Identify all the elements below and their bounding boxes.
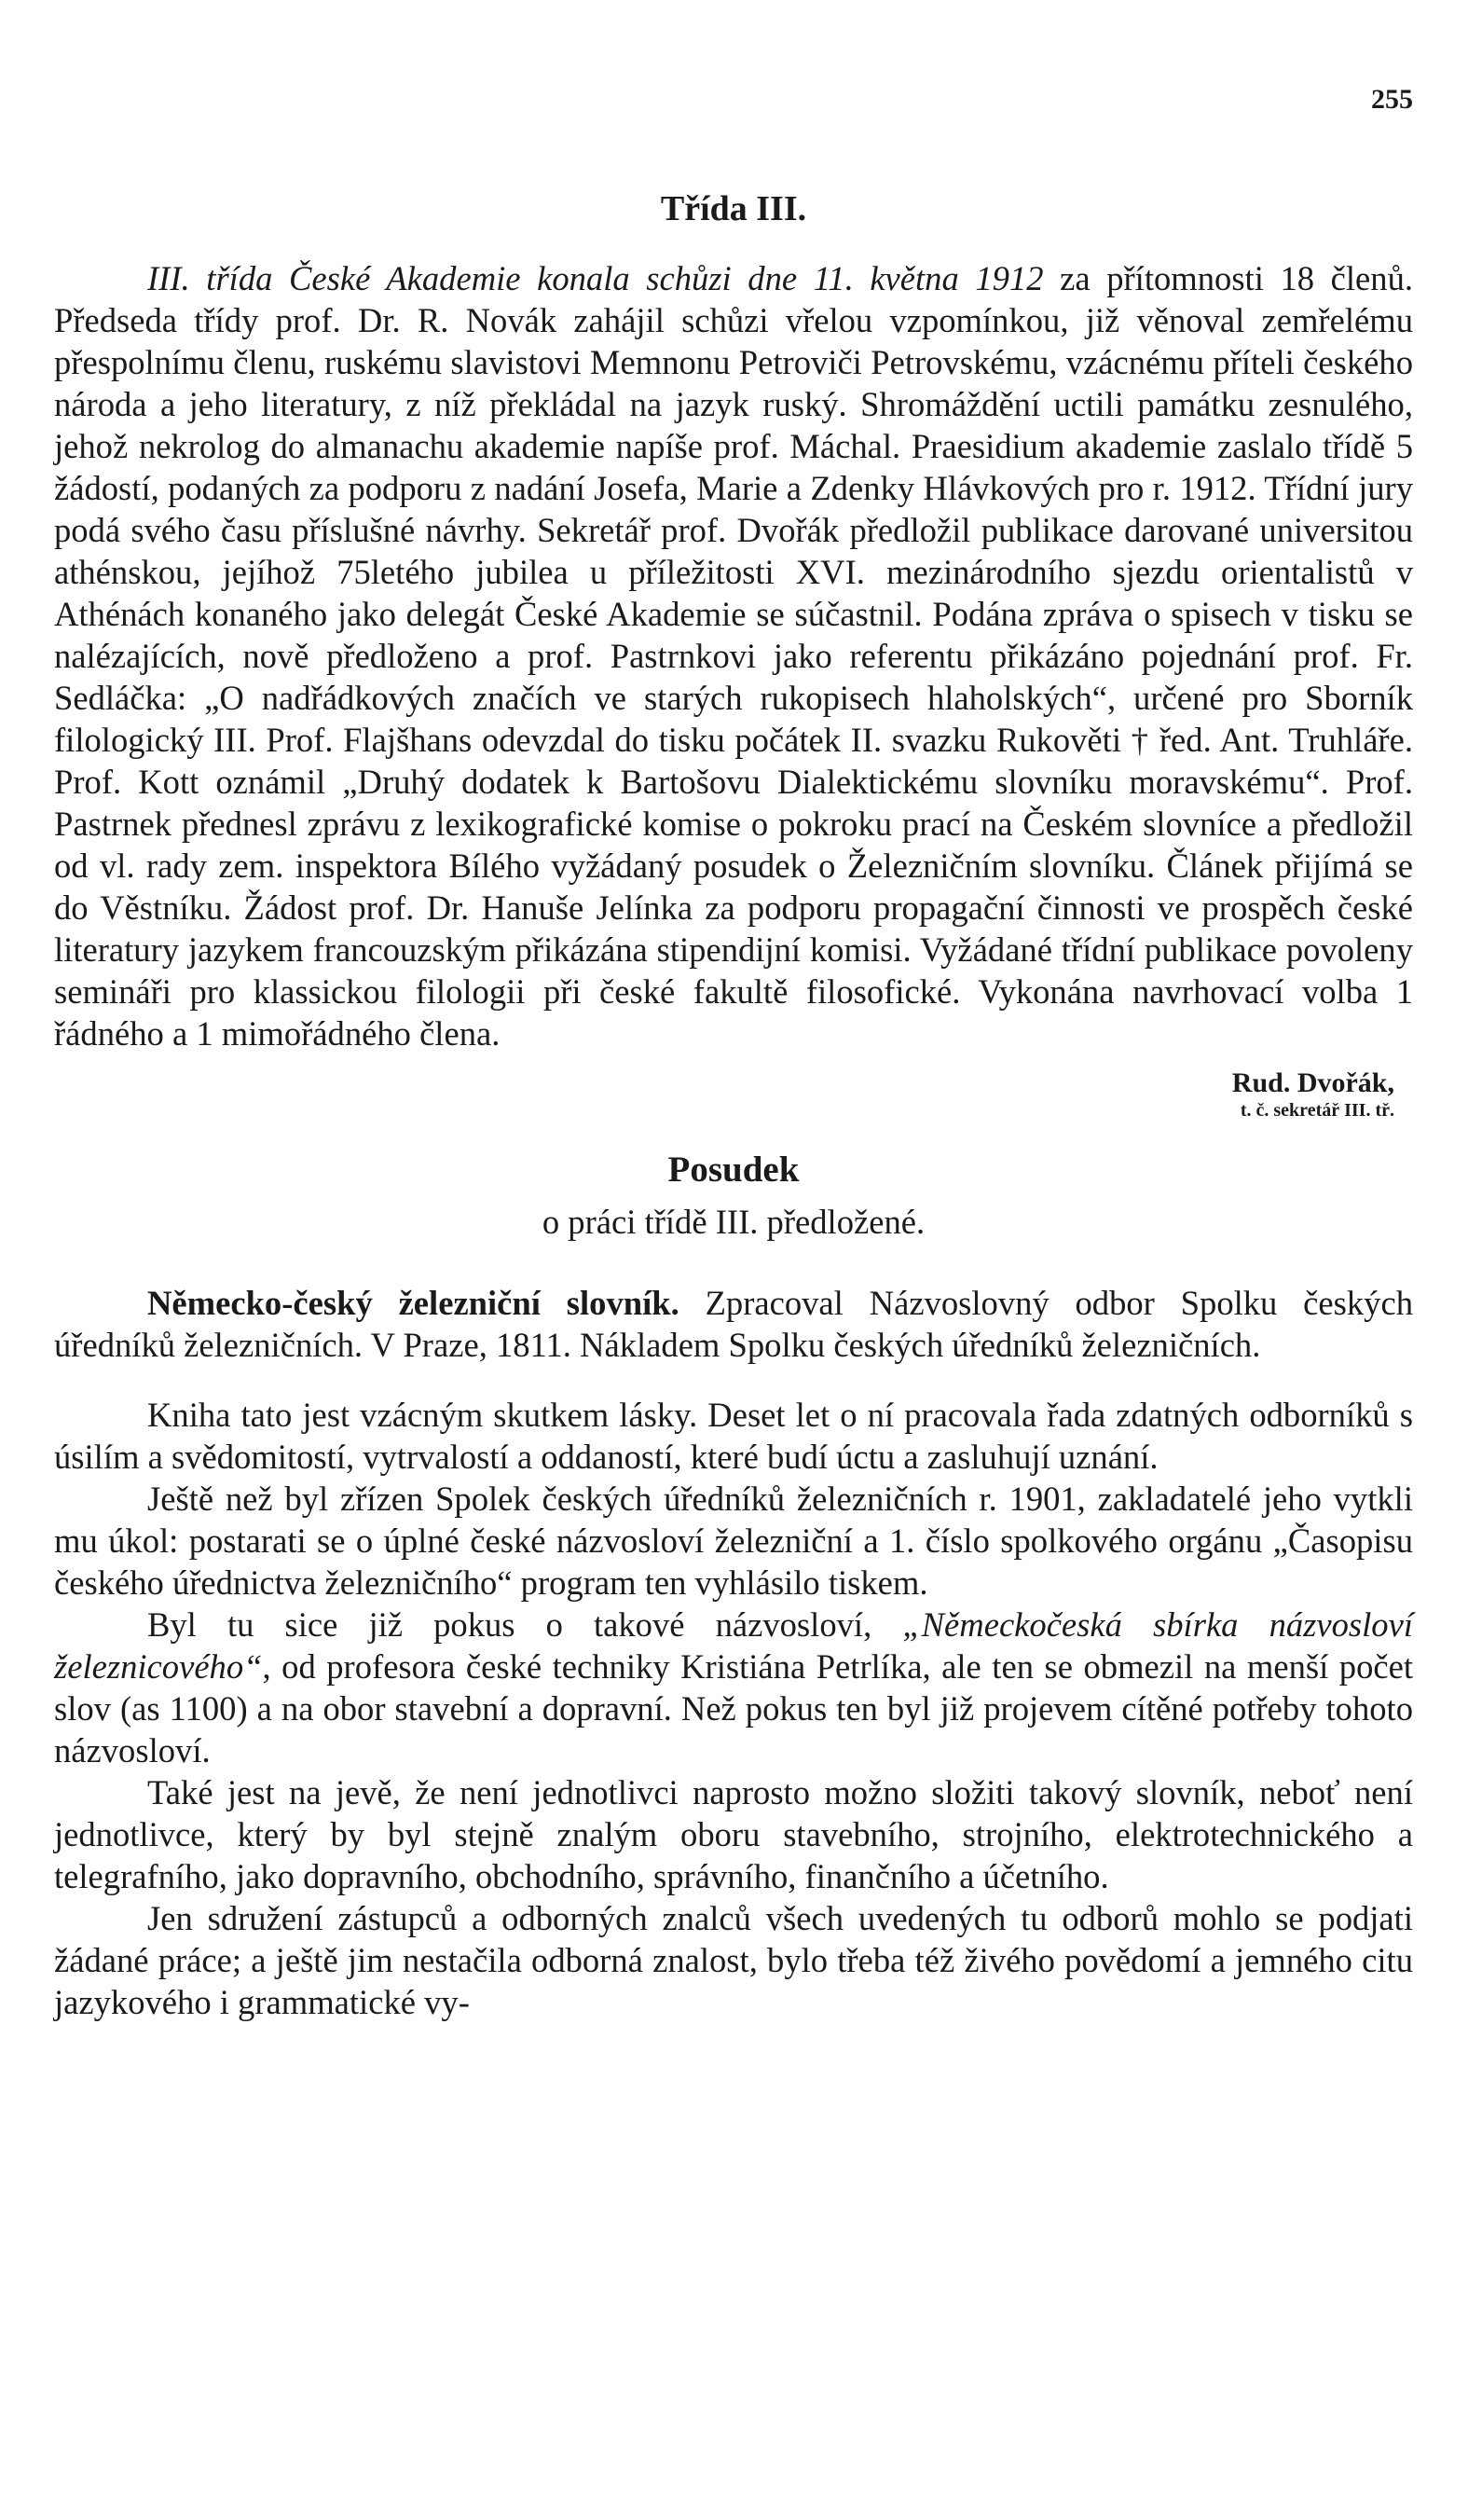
review-book-paragraph — [54, 1282, 1413, 1366]
review-subtitle: o práci třídě III. předložené. — [542, 1203, 926, 1241]
signature-block — [54, 1067, 1413, 1122]
review-paragraph-3-citation: „Německočeská sbírka názvosloví železnicového“ — [54, 1605, 1413, 1686]
review-paragraph-1: Kniha tato jest vzácným skutkem lásky. Deset let o ní pracovala řada zdatných odborníků s úsilím a svědomitostí, vytrvalostí a oddaností, které budí úctu a zasluhují uznání. — [54, 1396, 1413, 1476]
review-paragraph-4: Také jest na jevě, že není jednotlivci naprosto možno složiti takový slovník, neboť není jednotlivce, který by byl stejně znalým oboru stavebního, strojního, elektrotechnického a telegrafního, jako dopravního, obchodního, správního, finančního a účetního. — [54, 1773, 1413, 1895]
review-title: Posudek — [667, 1150, 800, 1190]
review-paragraph-3 — [54, 1604, 1413, 1771]
review-paragraph-2: Ještě než byl zřízen Spolek českých úředníků železničních r. 1901, zakladatelé jeho vytkli mu úkol: postarati se o úplné české názvosloví železniční a 1. číslo spolkového orgánu „Časopisu českého úřednictva železničního“ program ten vyhlásilo tiskem. — [54, 1480, 1413, 1602]
review-book-title: Německo-český železniční slovník. — [147, 1284, 679, 1322]
signature-role: t. č. sekretář III. tř. — [1240, 1100, 1394, 1121]
session-report-paragraph — [54, 257, 1413, 1054]
session-report-text: za přítomnosti 18 členů. Předseda třídy prof. Dr. R. Novák zahájil schůzi vřelou vzpomínkou, již věnoval zemřelému přespolnímu členu, ruskému slavistovi Memnonu Petroviči Petrovskému, vzácnému příteli českého národa a jeho literatury, z níž překládal na jazyk ruský. Shromáždění uctili památku zesnulého, jehož nekrolog do almanachu akademie napíše prof. Máchal. Praesidium akademie zaslalo třídě 5 žádostí, podaných za podporu z nadání Josefa, Marie a Zdenky Hlávkových pro r. 1912. Třídní jury podá svého času příslušné návrhy. Sekretář prof. Dvořák předložil publikace darované universitou athénskou, jejíhož 75letého jubilea u příležitosti XVI. mezinárodního sjezdu orientalistů v Athénách konaného jako delegát České Akademie se súčastnil. Podána zpráva o spisech v tisku se nalézajících, nově předloženo a prof. Pastrnkovi jako referentu přikázáno pojednání prof. Fr. Sedláčka: „O nadřádkových značích ve starých rukopisech hlaholských“, určené pro Sborník filologický III. Prof. Flajšhans odevzdal do tisku počátek II. svazku Rukověti † řed. Ant. Truhláře. Prof. Kott oznámil „Druhý dodatek k Bartošovu Dialektickému slovníku moravskému“. Prof. Pastrnek přednesl zprávu z lexikografické komise o pokroku prací na Českém slovníce a předložil od vl. rady zem. inspektora Bílého vyžádaný posudek o Železničním slovníku. Článek přijímá se do Věstníku. Žádost prof. Dr. Hanuše Jelínka za podporu propagační činnosti ve prospěch české literatury jazykem francouzským přikázána stipendijní komisi. Vyžádané třídní publikace povoleny semináři pro klassickou filologii při české fakultě filosofické. Vykonána navrhovací volba 1 řádného a 1 mimořádného člena. — [54, 259, 1414, 1053]
signature-name: Rud. Dvořák, — [1231, 1067, 1394, 1098]
page-number: 255 — [1371, 84, 1413, 115]
review-paragraph-3-start: Byl tu sice již pokus o takové názvosloví, — [147, 1605, 903, 1644]
review-book-info: Zpracoval Názvoslovný odbor Spolku českých úředníků železničních. V Praze, 1811. Nákladem Spolku českých úředníků železničních. — [54, 1284, 1413, 1364]
document-page — [54, 84, 1413, 2023]
review-paragraph-5: Jen sdružení zástupců a odborných znalců všech uvedených tu odborů mohlo se podjati žádané práce; a ještě jim nestačila odborná znalost, bylo třeba též živého povědomí a jemného citu jazykového i grammatické vy- — [54, 1899, 1413, 2021]
review-paragraph-3-end: , od profesora české techniky Kristiána Petrlíka, ale ten se obmezil na menší počet slov (as 1100) a na obor stavební a dopravní. Než pokus ten byl již projevem cítěné potřeby tohoto názvosloví. — [54, 1647, 1413, 1770]
section-heading: Třída III. — [660, 189, 807, 228]
session-report-lead: III. třída České Akademie konala schůzi dne 11. května 1912 — [147, 259, 1044, 297]
